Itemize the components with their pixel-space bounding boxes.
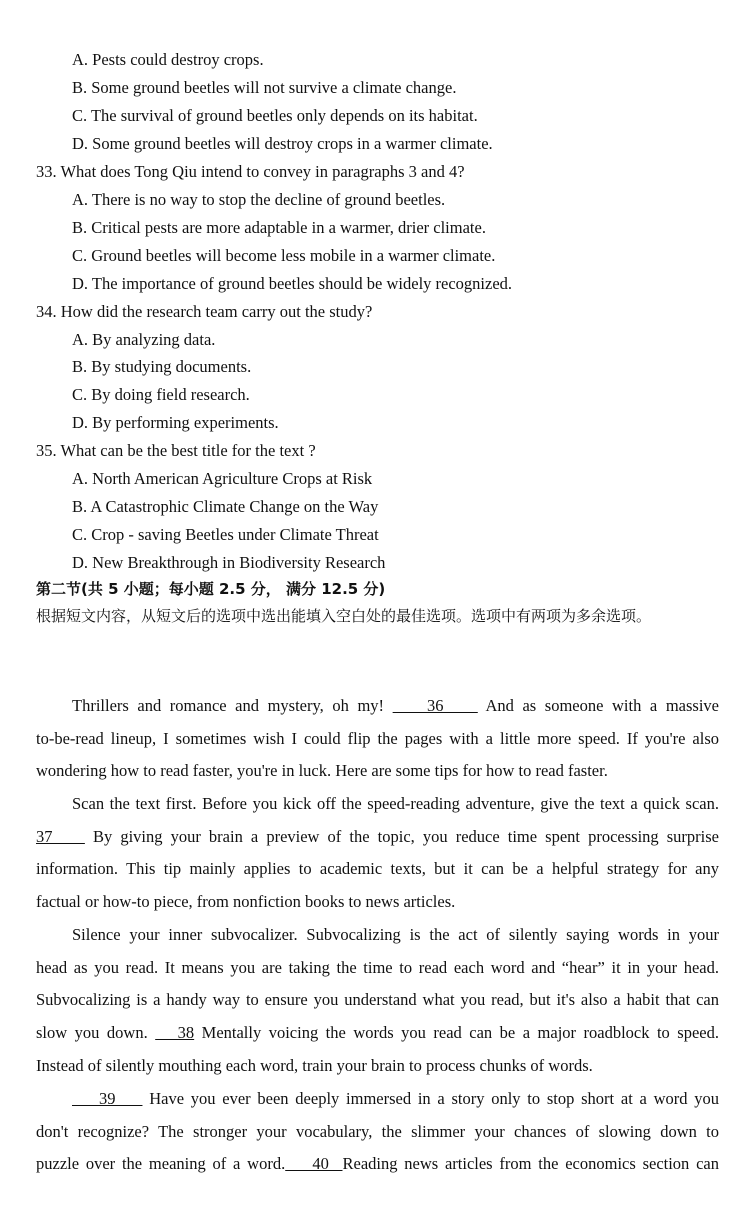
- passage-line: [36, 1083, 719, 1116]
- passage-line: [36, 984, 719, 1017]
- passage-text: And as someone with a massive: [477, 696, 719, 715]
- passage-text: Have you ever been deeply immersed in a story only to stop short at a word you: [142, 1089, 720, 1108]
- passage-line: [36, 755, 719, 788]
- passage-line: [36, 690, 719, 723]
- passage-text: head as you read. It means you are taking the time to read each word and “hear” it in your head.: [36, 957, 719, 977]
- passage-line: [36, 952, 719, 985]
- passage-text: Subvocalizing is a handy way to ensure you understand what you read, but it's also a habit that can: [36, 990, 719, 1010]
- q32-option-d: D. Some ground beetles will destroy crops in a warmer climate.: [72, 134, 493, 153]
- blank-37: 37: [36, 826, 85, 846]
- q34-option-c: C. By doing field research.: [72, 385, 250, 404]
- q33-option-a: A. There is no way to stop the decline of ground beetles.: [72, 190, 446, 209]
- passage-line: [36, 886, 719, 919]
- passage-text: Instead of silently mouthing each word, train your brain to process chunks of words.: [36, 1055, 593, 1075]
- section-heading: 第二节(共 5 小题；每小题 2.5 分， 满分 12.5 分): [36, 580, 386, 598]
- passage-line: [36, 853, 719, 886]
- q35-option-a: A. North American Agriculture Crops at Risk: [72, 469, 373, 488]
- passage-line: [36, 723, 719, 756]
- q32-option-b: B. Some ground beetles will not survive a climate change.: [72, 78, 457, 97]
- passage-line: [36, 1017, 719, 1050]
- passage-line: [36, 1050, 719, 1083]
- passage-text: Silence your inner subvocalizer. Subvocalizing is the act of silently saying words in your: [72, 925, 719, 944]
- blank-40: 40: [285, 1154, 343, 1174]
- passage-text: slow you down.: [36, 1023, 156, 1043]
- q32-option-a: A. Pests could destroy crops.: [72, 50, 264, 69]
- q35-question: 35. What can be the best title for the text ?: [36, 441, 316, 460]
- passage-paragraph-3: [36, 919, 719, 1082]
- q34-option-b: B. By studying documents.: [72, 357, 252, 376]
- q33-question: 33. What does Tong Qiu intend to convey in paragraphs 3 and 4?: [36, 162, 465, 181]
- q32-option-c: C. The survival of ground beetles only depends on its habitat.: [72, 106, 478, 125]
- q34-question: 34. How did the research team carry out the study?: [36, 302, 373, 321]
- passage-text: Scan the text first. Before you kick off the speed-reading adventure, give the text a quick scan.: [72, 794, 719, 813]
- passage-paragraph-2: [36, 788, 719, 919]
- section-instruction: 根据短文内容，从短文后的选项中选出能填入空白处的最佳选项。选项中有两项为多余选项。: [36, 607, 652, 625]
- passage-text: wondering how to read faster, you're in luck. Here are some tips for how to read faster.: [36, 761, 608, 781]
- passage-text: Reading news articles from the economics section can: [342, 1154, 720, 1174]
- passage-text: information. This tip mainly applies to academic texts, but it can be a helpful strategy for any: [36, 859, 719, 879]
- blank-36: 36: [392, 696, 478, 715]
- blank-38: 38: [155, 1023, 195, 1043]
- passage-text: don't recognize? The stronger your vocabulary, the slimmer your chances of slowing down to: [36, 1121, 719, 1141]
- q33-option-d: D. The importance of ground beetles should be widely recognized.: [72, 274, 513, 293]
- passage-text: Thrillers and romance and mystery, oh my!: [72, 696, 393, 715]
- passage-line: [36, 1116, 719, 1149]
- q34-option-d: D. By performing experiments.: [72, 413, 279, 432]
- q35-option-d: D. New Breakthrough in Biodiversity Research: [72, 553, 386, 572]
- passage-paragraph-1: [36, 690, 719, 788]
- passage-text: By giving your brain a preview of the topic, you reduce time spent processing surprise: [84, 826, 720, 846]
- passage-line: [36, 788, 719, 821]
- q33-option-c: C. Ground beetles will become less mobile in a warmer climate.: [72, 246, 496, 265]
- passage-text: to-be-read lineup, I sometimes wish I could flip the pages with a little more speed. If you're also: [36, 728, 719, 748]
- passage-text: factual or how-to piece, from nonfiction books to news articles.: [36, 892, 456, 912]
- passage-text: Mentally voicing the words you read can be a major roadblock to speed.: [194, 1023, 719, 1043]
- q35-option-c: C. Crop - saving Beetles under Climate Threat: [72, 525, 379, 544]
- passage-text: puzzle over the meaning of a word.: [36, 1154, 286, 1174]
- q35-option-b: B. A Catastrophic Climate Change on the Way: [72, 497, 379, 516]
- blank-39: 39: [72, 1089, 143, 1108]
- passage-line: [36, 1148, 719, 1181]
- passage-line: [36, 919, 719, 952]
- passage-line: [36, 821, 719, 854]
- q33-option-b: B. Critical pests are more adaptable in a warmer, drier climate.: [72, 218, 486, 237]
- q34-option-a: A. By analyzing data.: [72, 330, 216, 349]
- passage-paragraph-4: [36, 1083, 719, 1181]
